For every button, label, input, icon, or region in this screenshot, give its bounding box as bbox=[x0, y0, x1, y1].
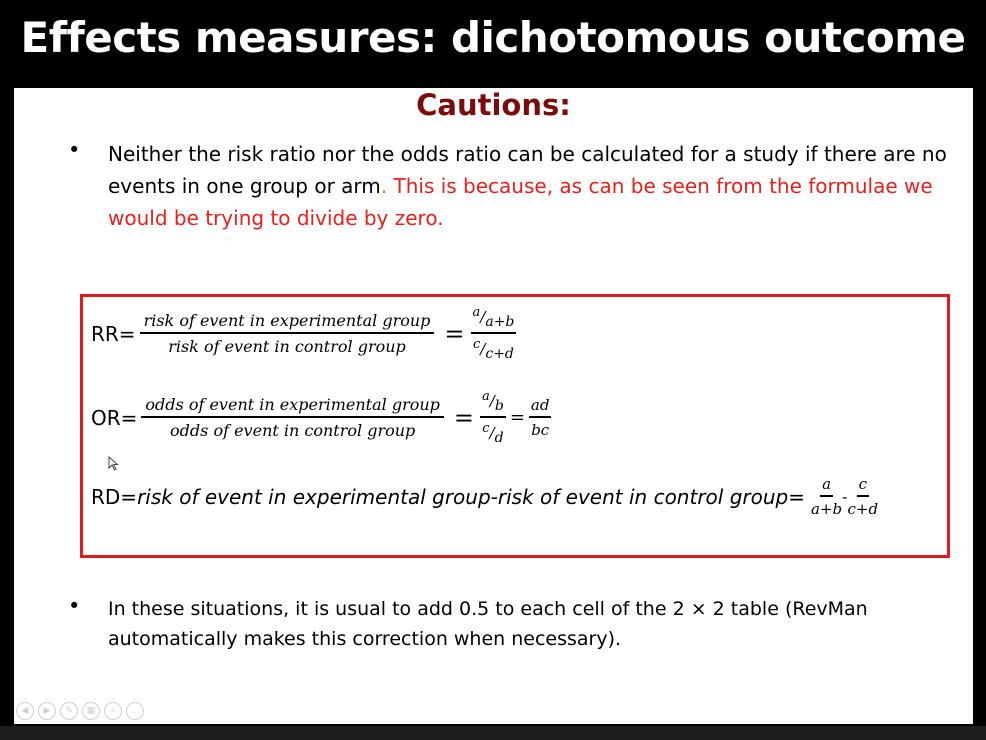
slides-icon[interactable]: ▦ bbox=[82, 702, 100, 720]
bullet-1-red: This is because, as can be seen from the formulae we would be trying to divide by zero. bbox=[108, 174, 933, 230]
pen-icon[interactable]: ✎ bbox=[60, 702, 78, 720]
rr-fraction bbox=[140, 311, 435, 356]
more-icon[interactable]: … bbox=[126, 702, 144, 720]
bullet-2 bbox=[68, 594, 948, 654]
or-c: c bbox=[482, 421, 490, 436]
mouse-cursor-icon bbox=[108, 456, 120, 472]
or-bc: bc bbox=[531, 421, 550, 439]
rr-equals: = bbox=[444, 319, 465, 348]
or-a: a bbox=[482, 389, 490, 404]
or-label: OR= bbox=[91, 405, 138, 430]
rr-cd: c+d bbox=[485, 346, 514, 362]
or-simple-fraction bbox=[480, 389, 506, 446]
or-numerator: odds of event in experimental group bbox=[141, 395, 444, 418]
rr-c-over-cd: $^c/_{c+d}$ bbox=[473, 337, 514, 362]
rr-c: c bbox=[473, 337, 481, 352]
rd-minus: - bbox=[842, 487, 848, 506]
cautions-heading: Cautions: bbox=[416, 88, 571, 122]
rr-simple-fraction bbox=[471, 305, 517, 362]
or-formula bbox=[91, 389, 551, 446]
or-denominator: odds of event in control group bbox=[170, 421, 416, 440]
bullet-1-black: Neither the risk ratio nor the odds ratio can be calculated for a study if there are no events in one group or arm bbox=[108, 142, 947, 198]
rr-a: a bbox=[472, 305, 481, 320]
formula-box bbox=[80, 294, 950, 558]
rr-a-over-ab: $^a/_{a+b}$ bbox=[471, 305, 517, 334]
rr-denominator: risk of event in control group bbox=[168, 337, 406, 356]
rd-fraction-1 bbox=[811, 475, 842, 518]
slide-title: Effects measures: dichotomous outcome bbox=[20, 13, 966, 62]
rd-fraction-2 bbox=[848, 475, 879, 518]
prev-icon[interactable]: ◀ bbox=[16, 702, 34, 720]
or-b: b bbox=[494, 398, 504, 414]
or-ad: ad bbox=[529, 396, 552, 418]
rr-formula bbox=[91, 305, 516, 362]
bullet-dot: • bbox=[68, 138, 81, 162]
rd-formula bbox=[91, 475, 878, 518]
or-ad-bc-fraction bbox=[529, 396, 552, 439]
or-fraction bbox=[141, 395, 444, 440]
or-a-over-b: $^a/_b$ bbox=[480, 389, 506, 418]
rd-text: risk of event in experimental group-risk of event in control group= bbox=[137, 484, 805, 509]
bullet-dot: • bbox=[68, 594, 81, 618]
rr-ab: a+b bbox=[485, 314, 515, 330]
bullet-1 bbox=[68, 138, 948, 234]
rd-cd: c+d bbox=[847, 500, 879, 518]
or-c-over-d: $^c/_d$ bbox=[482, 421, 504, 446]
zoom-icon[interactable]: ⌕ bbox=[104, 702, 122, 720]
or-equals-2: = bbox=[509, 407, 525, 428]
bullet-1-period: . bbox=[380, 174, 388, 198]
rr-label: RR= bbox=[91, 321, 136, 346]
rd-c: c bbox=[857, 475, 869, 497]
bullet-2-text: In these situations, it is usual to add 0.5 to each cell of the 2 × 2 table (RevMan automatically makes this correction when necessary). bbox=[108, 598, 868, 650]
bullet-1-text bbox=[108, 138, 948, 234]
or-d: d bbox=[494, 430, 504, 446]
rd-a: a bbox=[820, 475, 833, 497]
next-icon[interactable]: ▶ bbox=[38, 702, 56, 720]
or-equals: = bbox=[453, 403, 475, 432]
slideshow-controls bbox=[16, 702, 144, 720]
rd-label: RD= bbox=[91, 484, 138, 509]
rr-numerator: risk of event in experimental group bbox=[140, 311, 435, 334]
rd-ab: a+b bbox=[810, 500, 843, 518]
slide-content bbox=[14, 88, 973, 724]
